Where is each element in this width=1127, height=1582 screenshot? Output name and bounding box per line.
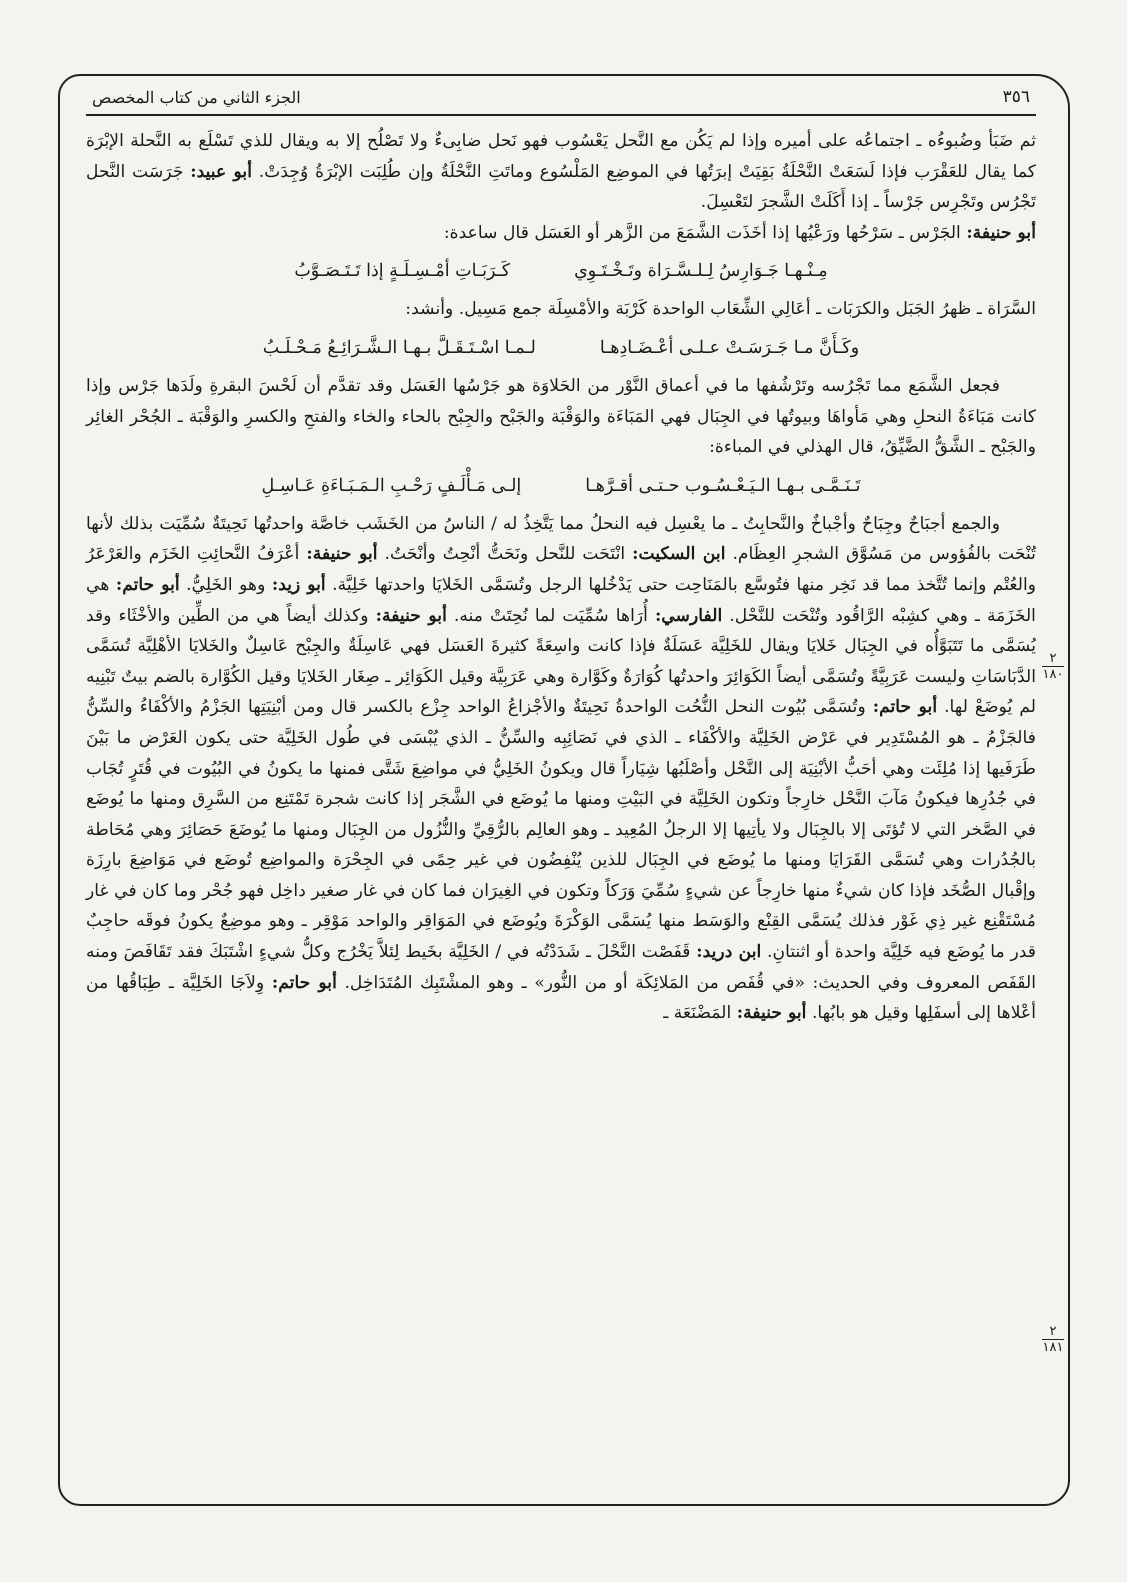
paragraph-3: فجعل الشَّمَع مما تَجْرُسه وتَرْشُفها ما في أعماق النَّوْر من الحَلاوَة هو جَرْسُها العَسَل وقد تقدَّم أن لَحْسَ البقرةِ ولَدَها جَرْس وإذا كانت مَبَاءَةُ النحلِ وهي مَأواهَا وبيوتُها في الجِبَال فهي المَبَاءَة والوَقْبَة والجَبْح والجِبْح بالحاء والخاء والفتحِ والكسرِ والوَقْبَة ـ الجُحْر الغائِر والجَبْح ـ الشَّقُّ الضَّيِّقُ، قال الهذلي في المباءة: — [86, 375, 1036, 458]
author-name: أبو عبيد: — [190, 161, 252, 182]
author-name: أبو زيد: — [271, 574, 326, 595]
verse-3 — [86, 463, 1036, 509]
hemistich-first: وكَـأَنَّ مـا جَـرَسَـتْ عـلـى أعْـضَـادِهـا — [599, 337, 860, 358]
text-body — [86, 116, 1036, 1029]
author-name: أبو حاتم: — [115, 574, 180, 595]
author-name: أبو حنيفة: — [375, 605, 447, 626]
running-header — [86, 80, 1036, 116]
author-name: أبو حنيفة: — [306, 544, 378, 565]
margin-folio-ref: ٢ ١٨١ — [1042, 1324, 1064, 1355]
verse-2 — [86, 325, 1036, 371]
author-name: أبو حاتم: — [872, 697, 938, 718]
hemistich-second: كَـرَبَـاتِ أمْـسِـلَـةٍ إذا تَـتَـصَـوَّبُ — [294, 261, 511, 282]
author-name: أبو حنيفة: — [966, 222, 1036, 243]
paragraph-1: ثم ضَبَأ وضُبوءُه ـ اجتماعُه على أميره وإذا لم يَكُن مع النَّحل يَعْسُوب فهو نَحل ضابِىءٌ ولا تَصْلُح إلا به ويقال للذي تَسْلَع به النَّحلة الإبْرَة كما يقال للعَقْرَب فإذا لَسَعَتْ النَّحْلَةُ بَقِيَتْ إبرَتُها في الموضِع المَلْسُوع وماتَتِ النَّحْلَةُ وإن طُلِبَت الإبْرَةُ وُجِدَتْ. أبو عبيد: جَرَسَت النَّحل تَجْرُس وتَجْرِس جَرْساً ـ إذا أَكَلَتْ الشَّجرَ لتَعْسِلَ. أبو حنيفة: الجَرْس ـ سَرْحُها ورَعْيُها إذا أخَذَت الشَّمَعَ من الزَّهر أو العَسَل قال ساعدة: — [86, 131, 1036, 243]
author-name: ابن السكيت: — [632, 544, 726, 565]
author-name: أبو حنيفة: — [736, 1003, 807, 1024]
author-name: أبو حاتم: — [271, 972, 337, 993]
hemistich-second: إلـى مَـأْلَـفٍ رَحْـبِ الـمَـبَـاءَةِ عَـاسِـلِ — [261, 475, 522, 496]
author-name: ابن دريد: — [696, 942, 762, 963]
running-title: الجزء الثاني من كتاب المخصص — [92, 87, 301, 107]
author-name: الفارسي: — [654, 605, 723, 626]
page — [86, 80, 1036, 1500]
hemistich-second: لـمـا اسْـتَـقَـلَّ بـهـا الـشَّـرَائِـعُ مَـحْـلَـبُ — [262, 337, 536, 358]
margin-folio-ref: ٢ ١٨٠ — [1042, 651, 1064, 682]
hemistich-first: مِـنْـهـا جَـوَارِسُ لِـلـسَّـرَاة وتَـخْـتَـوِي — [574, 261, 828, 282]
verse-1 — [86, 248, 1036, 294]
paragraph-4: والجمع أجبَاحٌ وجِبَاحٌ وأجْباخٌ والنَّحابِتُ ـ ما يعْسِل فيه النحلُ مما يَتَّخِذُ له / الناسُ من الخَشَب خاصَّة واحدتُها نَحِيتَةٌ سُمِّيَت بذلك لأنها تُنْحَت بالفُؤوس من مَسُوَّق الشجرِ العِظَام. ابن السكيت: انْتَحَت للنَّحل ونَحَتُّ أنْحِتُ وأنْحَتُ. أبو حنيفة: أعْرَفُ النَّحائِتِ الخَزَم والعَرْعَرُ والعُتْم وإنما تُتَّخذ مما قد نَخِر منها فتُوسَّع بالمَنَاحِت حتى يَدْخُلها الرجل وتُسَمَّى الخَلايَا واحدتها خَلِيَّة. أبو زيد: وهو الخَلِيُّ. أبو حاتم: هي الخَزَمَة ـ وهي كشِبْه الرَّاقُود وتُنْحَت للنَّحْل. الفارسي: أُرَاها سُمِّيَت لما نُحِتَتْ منه. أبو حنيفة: وكذلك أيضاً هي من الطِّين والأخْثَاء وقد يُسَمَّى ما تَتَبَوَّأُه في الجِبَال خَلايَا ويقال للخَلِيَّة عَسَلَةٌ فإذا كانت واسِعَةً كثيرةَ العَسَل فهي عَاسِلَةٌ والجِبْح عَاسِلٌ والخَلايَا الأهْلِيَّة تُسَمَّى الدَّبَاسَاتِ وليست عَرَبِيَّةً وتُسَمَّى أيضاً الكَوَائِرَ واحدتُها كُوَارَةٌ وكَوَّارة وهي عَرَبِيَّة وقيل الكَوَائِر ـ صِغَار الخَلايَا وقيل الكُوَّارة بالضم بيتٌ تَبْنِيه لم يُوضَعْ لها. أبو حاتم: وتُسَمَّى بُيُوت النحل النُّحُت الواحدةُ نَحِيتَةٌ والأجْزاعُ الواحد جِزْع بالكسر قال ومن أبْنِيَتِها الجَزْمُ والأكْفَاءُ والسِّنُّ فالجَزْمُ ـ هو المُسْتَدِير في عَرْض الخَلِيَّة والأكْفَاء ـ الذي في نَصَائِبِه والسِّنُّ ـ الذي يُبْسَى في طُول الخَلِيَّة حتى يكون العَرْض ما بَيْنَ طَرَفَيها إذا مُلِئَت وهي أحَبُّ الأبْنِيَة إلى النَّحْل وأصْلَبُها شِيَاراً قال ويكونُ الخَلِيُّ في مواضِعَ شَتَّى فمنها ما يكونُ في البُيُوت في قُتَرٍ تُجَاب في جُدُرِها فيكونُ مَآبَ النَّحْل خارِجاً وتكون الخَلِيَّة في البَيْتِ ومنها ما يُوضَع في الشَّجَر إذا كانت شجرة تَمْتَنِع من السَّرِق ومنها ما يُوضَع في الصَّخر التي لا تُؤتَى إلا بالجِبَال ولا يأتِيها إلا الرجلُ المُعِيد ـ وهو العالِم بالرُّقِيِّ والنُّزُول من الجِبَال ومنها ما يُوضَعَ حَصَائِرَ وهي مُحَاطة بالجُدُرات وهي تُسَمَّى القَرَايَا ومنها ما يُوضَع في الجِبَال للذين يُنْفِضُون في غير حِمًى في الجِحْرَة والمواضِع تُوضَع في مَوَاضِعَ بارِزَة وإقْبال الصُّخَد فإذا كان شيءٌ منها خارِجاً عن شيءٍ سُمِّيَ وَرَكاً وتكون في الغِيرَان فما كان في غار صغير داخِل فهو جُحْر وما كان في غار مُسْتَقْنِع غير ذِي غَوْر فذلك يُسَمَّى القِنْع والوَسَط منها يُسَمَّى الوَكْرَةَ ويُوضَع في المَوَاقِر والواحد مَوْقِر ـ وهو موضِعٌ يكونُ فوقَه حاجِبٌ قدر ما يُوضَع فيه خَلِيَّة واحدة أو اثنتانِ. ابن دريد: قَفَصْت النَّحْلَ ـ شَدَدْتُه في / الخَلِيَّة بخَيط لِئلاَّ يَخْرُج وكلُّ شيءٍ اشْتَبَكَ فقد تَقَافَصَ ومنه القَفَص المعروف وفي الحديث: «في قُفَص من المَلائِكَة أو من النُّور» ـ وهو المشْتَبِك المُتَدَاخِل. أبو حاتم: وِلاَجَا الخَلِيَّة ـ طِبَاقُها من أعْلاها إلى أسفَلِها وقيل هو بابُها. أبو حنيفة: المَضْنَعَة ـ — [86, 513, 1037, 1024]
hemistich-first: تَـنَـمَّـى بـهـا الـيَـعْـسُـوب حـتـى أقـرَّهـا — [585, 475, 861, 496]
paragraph-2: السَّرَاة ـ ظهرُ الجَبَل والكرَبَات ـ أعَالِي الشِّعَاب الواحدة كَرْبَة والأمْسِلَة جمع مَسِيل. وأنشد: — [405, 299, 1036, 320]
page-number: ٣٥٦ — [1002, 87, 1030, 107]
